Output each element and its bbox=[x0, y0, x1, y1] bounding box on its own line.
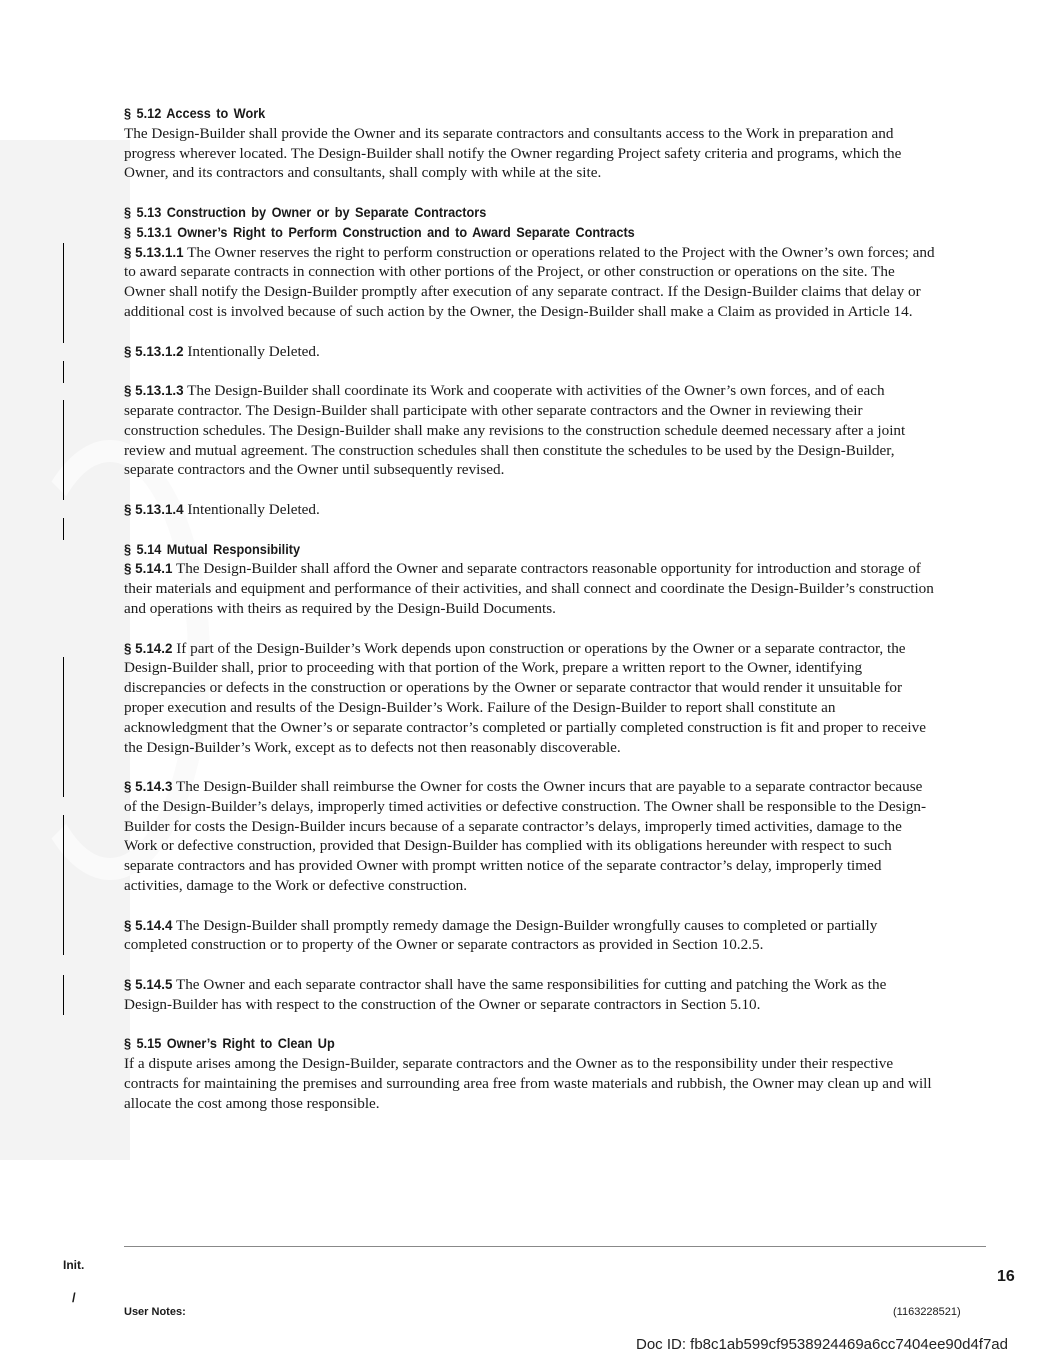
change-bar bbox=[63, 361, 64, 383]
paragraph-5-14-2 bbox=[124, 639, 936, 758]
section-number: § 5.13.1.1 bbox=[124, 244, 184, 260]
paragraph-5-15: If a dispute arises among the Design-Builder, separate contractors and the Owner as to the responsibility under their respective contracts for maintaining the premises and surrounding area free from waste materials and rubbish, the Owner may clean up and will allocate the cost among those responsible. bbox=[124, 1055, 932, 1112]
init-slash: / bbox=[72, 1290, 76, 1305]
paragraph-5-13-1-2 bbox=[124, 342, 936, 362]
paragraph-text: Intentionally Deleted. bbox=[187, 342, 320, 360]
section-number: § 5.13.1.4 bbox=[124, 501, 184, 517]
change-bar bbox=[63, 243, 64, 343]
paragraph-5-14-4 bbox=[124, 916, 936, 956]
paragraph-text: The Design-Builder shall reimburse the Owner for costs the Owner incurs that are payable to a separate contractor because of the Design-Builder’s delays, improperly timed activities or defective construction. The Owner shall be responsible to the Design-Builder for costs the Design-Builder incurs because of a separate contractor’s delays, improperly timed activities, damage to the Work or defective construction, provided that Design-Builder has complied with its obligations hereunder with respect to such separate contractors and has provided Owner with prompt written notice of the separate contractor’s delay, improperly timed activities, damage to the Work or defective construction. bbox=[124, 778, 927, 895]
paragraph-5-14-3 bbox=[124, 777, 936, 896]
footer-divider bbox=[124, 1246, 986, 1247]
section-heading-5-12: § 5.12 Access to Work bbox=[124, 106, 266, 121]
section-number: § 5.13.1.2 bbox=[124, 343, 184, 359]
change-bar bbox=[63, 975, 64, 1015]
section-number: § 5.14.5 bbox=[124, 977, 173, 993]
change-bar bbox=[63, 815, 64, 955]
document-serial: (1163228521) bbox=[893, 1306, 961, 1318]
user-notes-label: User Notes: bbox=[124, 1306, 186, 1318]
page-number: 16 bbox=[997, 1268, 1015, 1285]
change-bar bbox=[63, 657, 64, 797]
section-heading-5-13-1: § 5.13.1 Owner’s Right to Perform Construction and to Award Separate Contracts bbox=[124, 224, 635, 240]
paragraph-text: Intentionally Deleted. bbox=[187, 500, 320, 518]
paragraph-5-12: The Design-Builder shall provide the Owner and its separate contractors and consultants access to the Work in preparation and progress wherever located. The Design-Builder shall notify the Owner regarding Project safety criteria and programs, which the Owner, and its contractors and consultants, shall comply with while at the site. bbox=[124, 124, 902, 182]
paragraph-5-14-1 bbox=[124, 559, 936, 618]
section-number: § 5.14.3 bbox=[124, 779, 173, 795]
paragraph-5-13-1-3 bbox=[124, 381, 936, 480]
paragraph-text: The Owner reserves the right to perform construction or operations related to the Project with the Owner’s own forces; and to award separate contracts in connection with other portions of the Project, or other construction or operations on the site. The Owner shall notify the Design-Builder promptly after execution of any separate contract. If the Design-Builder claims that delay or additional cost is involved because of such action by the Owner, the Design-Builder shall make a Claim as provided in Article 14. bbox=[124, 243, 935, 320]
section-number: § 5.13.1.3 bbox=[124, 383, 184, 399]
section-number: § 5.14.4 bbox=[124, 917, 173, 933]
paragraph-5-13-1-1 bbox=[124, 243, 936, 322]
section-heading-5-14: § 5.14 Mutual Responsibility bbox=[124, 541, 301, 557]
change-bar bbox=[63, 400, 64, 500]
doc-id: Doc ID: fb8c1ab599cf9538924469a6cc7404ee90d4f7ad bbox=[636, 1336, 1008, 1353]
init-label: Init. bbox=[63, 1258, 85, 1272]
paragraph-text: The Design-Builder shall promptly remedy damage the Design-Builder wrongfully causes to completed or partially completed construction or to property of the Owner or separate contractors as provided in Section 10.2.5. bbox=[124, 916, 878, 954]
paragraph-5-14-5 bbox=[124, 975, 936, 1015]
paragraph-text: The Owner and each separate contractor shall have the same responsibilities for cutting and patching the Work as the Design-Builder has with respect to the construction of the Owner or separate contractors in Section 5.10. bbox=[124, 976, 887, 1013]
section-number: § 5.14.2 bbox=[124, 640, 173, 656]
paragraph-text: The Design-Builder shall coordinate its Work and cooperate with activities of the Owner’s own forces, and of each separate contractor. The Design-Builder shall participate with other separate contractors and the Owner in reviewing their construction schedules. The Design-Builder shall make any revisions to the construction schedule deemed necessary after a joint review and mutual agreement. The construction schedules shall then constitute the schedules to be used by the Design-Builder, separate contractors and the Owner until subsequently revised. bbox=[124, 382, 906, 479]
background-watermark bbox=[0, 140, 130, 1160]
change-bar bbox=[63, 518, 64, 540]
section-heading-5-13: § 5.13 Construction by Owner or by Separate Contractors bbox=[124, 204, 487, 220]
section-heading-5-15: § 5.15 Owner’s Right to Clean Up bbox=[124, 1036, 335, 1052]
section-number: § 5.14.1 bbox=[124, 561, 173, 577]
paragraph-text: If part of the Design-Builder’s Work depends upon construction or operations by the Owner or a separate contractor, the Design-Builder shall, prior to proceeding with that portion of the Work, prepare a written report to the Owner, identifying discrepancies or defects in the construction or operations by the Owner or separate contractor that would render it unsuitable for proper execution and results of the Design-Builder’s Work. Failure of the Design-Builder to report shall constitute an acknowledgment that the Owner’s or separate contractor’s completed or partially completed construction is fit and proper to receive the Design-Builder’s Work, except as to defects not then reasonably discoverable. bbox=[124, 639, 926, 756]
document-body bbox=[124, 104, 936, 1114]
paragraph-text: The Design-Builder shall afford the Owner and separate contractors reasonable opportunity for introduction and storage of their materials and equipment and performance of their activities, and shall connect and coordinate the Design-Builder’s construction and operations with theirs as required by the Design-Build Documents. bbox=[124, 560, 934, 617]
paragraph-5-13-1-4 bbox=[124, 500, 936, 520]
